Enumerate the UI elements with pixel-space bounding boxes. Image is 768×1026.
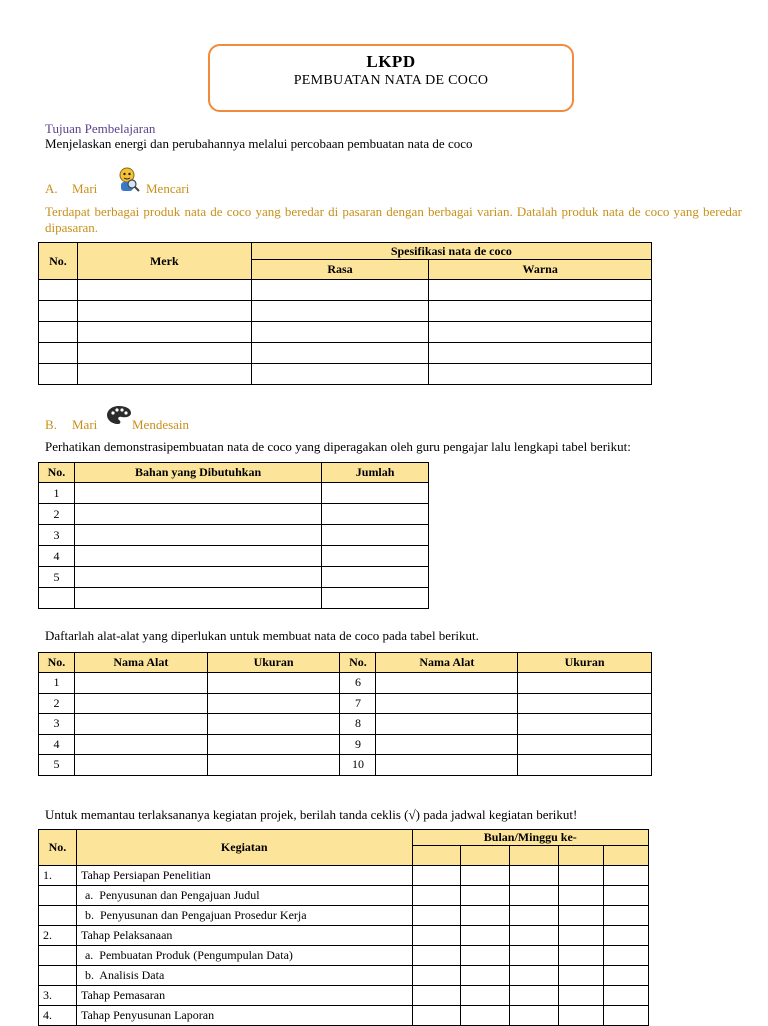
kegiatan-cell: b. Analisis Data [76,966,412,986]
nama-alat-cell [74,693,207,714]
no-cell: 4 [39,734,75,755]
bahan-cell [74,588,321,609]
col-bahan-header: Bahan yang Dibutuhkan [74,463,321,483]
jumlah-cell [322,525,429,546]
warna-cell [429,280,652,301]
kegiatan-cell: a. Pembuatan Produk (Pengumpulan Data) [76,946,412,966]
col-ukuran2-header: Ukuran [518,653,652,673]
check-cell [510,986,559,1006]
table-row [39,280,652,301]
section-a-word2: Mencari [146,181,190,196]
produk-table [38,242,652,385]
no-cell: 8 [340,714,376,735]
kegiatan-cell: Tahap Persiapan Penelitian [76,866,412,886]
no-cell: 7 [340,693,376,714]
jumlah-cell [322,546,429,567]
jumlah-cell [322,504,429,525]
check-cell [559,906,604,926]
check-cell [559,946,604,966]
table-row [39,714,652,735]
merk-cell [77,301,251,322]
kegiatan-cell: Tahap Penyusunan Laporan [76,1006,412,1026]
check-cell [412,886,461,906]
check-cell [412,1006,461,1026]
check-cell [461,886,510,906]
palette-icon [106,404,132,426]
no-cell [39,301,78,322]
nama-alat-cell [74,734,207,755]
col-no-header: No. [39,463,75,483]
warna-cell [429,301,652,322]
check-cell [461,966,510,986]
check-cell [604,966,649,986]
ukuran-cell [207,673,340,694]
col-spec-header: Spesifikasi nata de coco [251,243,651,260]
warna-cell [429,322,652,343]
no-cell [39,364,78,385]
check-cell [510,966,559,986]
check-cell [559,1006,604,1026]
kegiatan-cell: a. Penyusunan dan Pengajuan Judul [76,886,412,906]
col-jumlah-header: Jumlah [322,463,429,483]
no-cell [39,886,77,906]
nama-alat-cell [376,734,518,755]
no-cell [39,343,78,364]
no-cell [39,280,78,301]
tujuan-heading: Tujuan Pembelajaran [45,121,156,136]
check-cell [604,1006,649,1026]
week-col-header [559,846,604,866]
check-cell [510,1006,559,1026]
table-row [39,525,429,546]
magnifier-person-icon [112,164,142,194]
col-bulan-header: Bulan/Minggu ke- [412,830,648,846]
col-rasa-header: Rasa [251,260,429,280]
check-cell [412,946,461,966]
table-row [39,673,652,694]
no-cell: 6 [340,673,376,694]
check-cell [510,926,559,946]
col-no2-header: No. [340,653,376,673]
kegiatan-cell: Tahap Pemasaran [76,986,412,1006]
no-cell: 4 [39,546,75,567]
alat-table [38,652,652,776]
col-merk-header: Merk [77,243,251,280]
check-cell [412,986,461,1006]
check-cell [604,986,649,1006]
table-row [39,866,649,886]
table-row [39,734,652,755]
no-cell: 2. [39,926,77,946]
merk-cell [77,322,251,343]
section-a-word1: Mari [72,181,98,196]
jadwal-text: Untuk memantau terlaksananya kegiatan projek, berilah tanda ceklis (√) pada jadwal kegiatan berikut! [45,807,578,822]
table-row [39,926,649,946]
week-col-header [461,846,510,866]
week-col-header [412,846,461,866]
check-cell [604,906,649,926]
rasa-cell [251,364,429,385]
nama-alat-cell [74,673,207,694]
table-row [39,322,652,343]
merk-cell [77,280,251,301]
bahan-cell [74,504,321,525]
nama-alat-cell [376,693,518,714]
page-subtitle: PEMBUATAN NATA DE COCO [293,73,489,88]
table-row [39,693,652,714]
warna-cell [429,343,652,364]
nama-alat-cell [74,755,207,776]
table-row [39,906,649,926]
rasa-cell [251,322,429,343]
check-cell [510,946,559,966]
ukuran-cell [207,755,340,776]
check-cell [461,946,510,966]
nama-alat-cell [376,673,518,694]
table-row [39,364,652,385]
no-cell: 2 [39,504,75,525]
check-cell [559,886,604,906]
section-a-text: Terdapat berbagai produk nata de coco yang beredar di pasaran dengan berbagai varian. Datalah produk nata de coco yang beredar dipasaran. [45,204,742,235]
ukuran-cell [518,755,652,776]
check-cell [510,906,559,926]
check-cell [559,986,604,1006]
no-cell: 5 [39,567,75,588]
rasa-cell [251,301,429,322]
ukuran-cell [518,673,652,694]
check-cell [461,1006,510,1026]
no-cell: 1 [39,673,75,694]
week-col-header [510,846,559,866]
kegiatan-cell: Tahap Pelaksanaan [76,926,412,946]
jadwal-table [38,829,649,1026]
bahan-cell [74,546,321,567]
section-b-word1: Mari [72,417,98,432]
bahan-table [38,462,429,609]
no-cell [39,588,75,609]
week-col-header [604,846,649,866]
table-row [39,567,429,588]
jumlah-cell [322,483,429,504]
check-cell [604,926,649,946]
section-b-text: Perhatikan demonstrasipembuatan nata de coco yang diperagakan oleh guru pengajar lalu lengkapi tabel berikut: [45,439,631,454]
no-cell: 3 [39,714,75,735]
rasa-cell [251,280,429,301]
check-cell [461,866,510,886]
ukuran-cell [518,693,652,714]
no-cell: 2 [39,693,75,714]
col-ukuran-header: Ukuran [207,653,340,673]
section-b-word2: Mendesain [132,417,190,432]
check-cell [461,986,510,1006]
table-row [39,755,652,776]
col-warna-header: Warna [429,260,652,280]
ukuran-cell [518,714,652,735]
ukuran-cell [207,734,340,755]
alat-text: Daftarlah alat-alat yang diperlukan untuk membuat nata de coco pada tabel berikut. [45,628,479,643]
check-cell [461,926,510,946]
tujuan-text: Menjelaskan energi dan perubahannya melalui percobaan pembuatan nata de coco [45,136,473,151]
table-row [39,483,429,504]
table-row [39,1006,649,1026]
no-cell: 1. [39,866,77,886]
rasa-cell [251,343,429,364]
col-no-header: No. [39,830,77,866]
bahan-cell [74,483,321,504]
table-row [39,504,429,525]
table-row [39,966,649,986]
check-cell [559,866,604,886]
table-row [39,986,649,1006]
col-kegiatan-header: Kegiatan [76,830,412,866]
check-cell [412,906,461,926]
check-cell [604,886,649,906]
jumlah-cell [322,567,429,588]
check-cell [461,906,510,926]
no-cell: 3 [39,525,75,546]
page-title: LKPD [366,52,416,71]
merk-cell [77,343,251,364]
no-cell [39,906,77,926]
no-cell: 4. [39,1006,77,1026]
ukuran-cell [207,693,340,714]
no-cell: 5 [39,755,75,776]
check-cell [559,966,604,986]
check-cell [604,946,649,966]
table-row [39,546,429,567]
jumlah-cell [322,588,429,609]
nama-alat-cell [376,714,518,735]
no-cell: 10 [340,755,376,776]
no-cell: 3. [39,986,77,1006]
section-b-letter: B. [45,417,57,432]
ukuran-cell [207,714,340,735]
warna-cell [429,364,652,385]
col-nama-alat-header: Nama Alat [74,653,207,673]
check-cell [412,966,461,986]
table-row [39,886,649,906]
check-cell [604,866,649,886]
col-no-header: No. [39,243,78,280]
merk-cell [77,364,251,385]
section-a-letter: A. [45,181,58,196]
check-cell [412,866,461,886]
no-cell [39,322,78,343]
check-cell [510,866,559,886]
col-nama-alat2-header: Nama Alat [376,653,518,673]
check-cell [510,886,559,906]
no-cell: 9 [340,734,376,755]
bahan-cell [74,525,321,546]
nama-alat-cell [74,714,207,735]
check-cell [412,926,461,946]
col-no-header: No. [39,653,75,673]
bahan-cell [74,567,321,588]
table-row [39,588,429,609]
no-cell [39,966,77,986]
no-cell: 1 [39,483,75,504]
check-cell [559,926,604,946]
kegiatan-cell: b. Penyusunan dan Pengajuan Prosedur Kerja [76,906,412,926]
nama-alat-cell [376,755,518,776]
no-cell [39,946,77,966]
table-row [39,946,649,966]
table-row [39,343,652,364]
ukuran-cell [518,734,652,755]
table-row [39,301,652,322]
title-box [208,44,574,112]
